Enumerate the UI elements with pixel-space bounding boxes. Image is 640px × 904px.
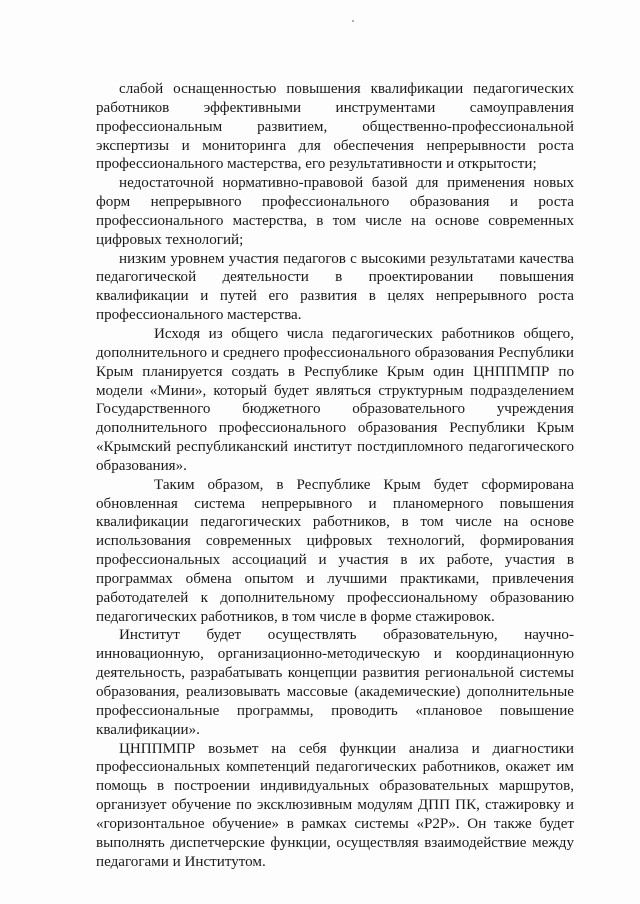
paragraph-weak-equipment: слабой оснащенностью повышения квалификации педагогических работников эффективными инструментами самоуправления профессиональным развитием, общественно-профессиональной экспертизы и мониторинга для обеспечения непрерывности роста профессионального мастерства, его результативности и открытости; xyxy=(96,81,574,173)
paragraph-low-participation: низким уровнем участия педагогов с высокими результатами качества педагогической деятельности в проектировании повышения квалификации и путей его развития в целях непрерывного роста профессионального мастерства. xyxy=(96,250,574,324)
document-body xyxy=(96,80,574,871)
paragraph-regulatory-base: недостаточной нормативно-правовой базой для применения новых форм непрерывного профессионального образования и роста профессионального мастерства, в том числе на основе современных цифровых технологий; xyxy=(96,175,574,248)
paragraph-institute-role: Институт будет осуществлять образовательную, научно-инновационную, организационно-методическую и координационную деятельность, разрабатывать концепции развития региональной системы образования, реализовывать массовые (академические) дополнительные профессиональные программы, проводить «плановое повышение квалификации». xyxy=(96,627,574,738)
paragraph-updated-system: Таким образом, в Республике Крым будет сформирована обновленная система непрерывного и планомерного повышения квалификации педагогических работников, в том числе на основе использования современных цифровых технологий, формирования профессиональных ассоциаций и участия в их работе, участия в программах обмена опытом и лучшими практиками, привлечения работодателей к дополнительному профессиональному образованию педагогических работников, в том числе в форме стажировок. xyxy=(96,476,574,625)
scan-speck xyxy=(352,20,354,22)
paragraph-center-creation: Исходя из общего числа педагогических работников общего, дополнительного и среднего профессионального образования Республики Крым планируется создать в Республике Крым один ЦНППМПР по модели «Мини», который будет являться структурным подразделением Государственного бюджетного образовательного учреждения дополнительного профессионального образования Республики Крым «Крымский республиканский институт постдипломного педагогического образования». xyxy=(96,325,574,474)
paragraph-center-functions: ЦНППМПР возьмет на себя функции анализа и диагностики профессиональных компетенций педагогических работников, окажет им помощь в построении индивидуальных образовательных маршрутов, организует обучение по эксклюзивным модулям ДПП ПК, стажировку и «горизонтальное обучение» в рамках системы «P2P». Он также будет выполнять диспетчерские функции, осуществляя взаимодействие между педагогами и Институтом. xyxy=(96,740,574,870)
